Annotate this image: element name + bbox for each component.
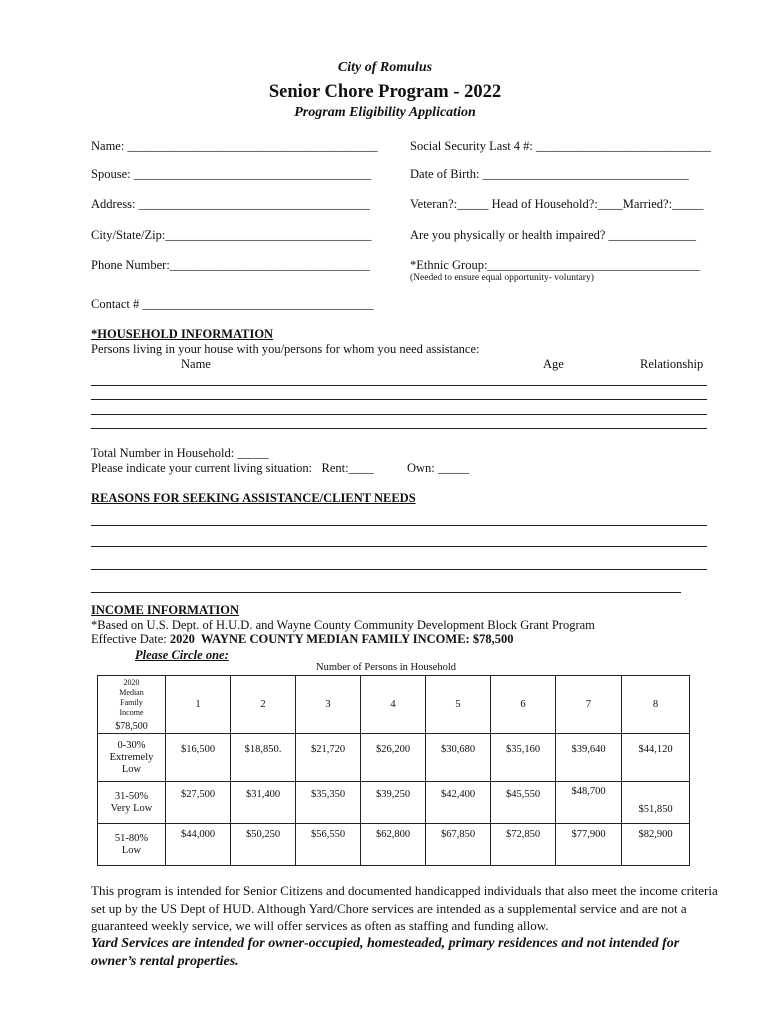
page-title: Senior Chore Program - 2022 (268, 82, 502, 102)
yard-services-notice: Yard Services are intended for owner-occupied, homesteaded, primary residences and not intended for owner’s rental properties. (91, 935, 680, 969)
income-cell[interactable]: $39,250 (361, 782, 426, 824)
program-description (91, 882, 721, 971)
page-subtitle: Program Eligibility Application (294, 105, 476, 120)
median-income-statement: 2020 WAYNE COUNTY MEDIAN FAMILY INCOME: $78,500 (169, 632, 514, 646)
reasons-heading: REASONS FOR SEEKING ASSISTANCE/CLIENT NEEDS (91, 491, 416, 505)
income-cell[interactable]: $77,900 (556, 824, 622, 866)
median-income-cell: 2020 Median Family Income $78,500 (98, 676, 166, 734)
impaired-field[interactable]: Are you physically or health impaired? ______________ (410, 228, 697, 242)
table-row[interactable] (98, 734, 690, 782)
household-line[interactable] (91, 428, 707, 429)
income-level-label: 51-80% Low (98, 824, 166, 866)
income-level-label: 0-30% Extremely Low (98, 734, 166, 782)
household-total-field[interactable]: Total Number in Household: _____ (91, 446, 269, 460)
reasons-line[interactable] (91, 546, 707, 547)
income-cell[interactable]: $45,550 (491, 782, 556, 824)
household-line[interactable] (91, 399, 707, 400)
household-col-name: Name (181, 357, 211, 371)
ethnic-group-field[interactable]: *Ethnic Group:__________________________________ (410, 258, 700, 272)
phone-field[interactable]: Phone Number:________________________________ (91, 258, 370, 272)
income-cell[interactable]: $56,550 (296, 824, 361, 866)
ssn-field[interactable]: Social Security Last 4 #: ____________________________ (410, 139, 712, 153)
income-basis: *Based on U.S. Dept. of H.U.D. and Wayne County Community Development Block Grant Program (91, 618, 595, 632)
city-state-zip-field[interactable]: City/State/Zip:_________________________________ (91, 228, 372, 242)
income-cell[interactable]: $51,850 (622, 782, 690, 824)
ethnic-group-note: (Needed to ensure equal opportunity- voluntary) (410, 273, 594, 283)
reasons-line[interactable] (91, 569, 707, 570)
household-line[interactable] (91, 385, 707, 386)
income-heading: INCOME INFORMATION (91, 603, 240, 617)
income-cell[interactable]: $30,680 (426, 734, 491, 782)
living-situation-rent-field[interactable]: Please indicate your current living situation: Rent:____ (91, 461, 374, 475)
persons-header: 8 (622, 676, 690, 734)
reasons-line[interactable] (91, 525, 707, 526)
income-cell[interactable]: $39,640 (556, 734, 622, 782)
income-cell[interactable]: $16,500 (166, 734, 231, 782)
income-cell[interactable]: $48,700 (556, 782, 622, 824)
income-cell[interactable]: $27,500 (166, 782, 231, 824)
address-field[interactable]: Address: _____________________________________ (91, 197, 370, 211)
circle-instruction: Please Circle one: (135, 648, 229, 662)
income-cell[interactable]: $44,120 (622, 734, 690, 782)
table-header-row (98, 676, 690, 734)
household-heading: *HOUSEHOLD INFORMATION (91, 327, 274, 341)
income-cell[interactable]: $35,160 (491, 734, 556, 782)
table-caption: Number of Persons in Household (316, 662, 456, 673)
effective-date (91, 632, 513, 647)
income-cell[interactable]: $67,850 (426, 824, 491, 866)
income-cell[interactable]: $42,400 (426, 782, 491, 824)
income-cell[interactable]: $62,800 (361, 824, 426, 866)
dob-field[interactable]: Date of Birth: _________________________________ (410, 167, 689, 181)
program-description-text: This program is intended for Senior Citizens and documented handicapped individuals that also meet the income criteria set up by the US Dept of HUD. Although Yard/Chore services are intended as a supplemental service and are not a guaranteed weekly service, we will offer services as often as staffing and funding allow. (91, 883, 718, 933)
persons-header: 1 (166, 676, 231, 734)
income-cell[interactable]: $72,850 (491, 824, 556, 866)
table-row[interactable] (98, 782, 690, 824)
income-cell[interactable]: $35,350 (296, 782, 361, 824)
income-cell[interactable]: $21,720 (296, 734, 361, 782)
income-cell[interactable]: $18,850. (231, 734, 296, 782)
persons-header: 2 (231, 676, 296, 734)
household-line[interactable] (91, 414, 707, 415)
persons-header: 6 (491, 676, 556, 734)
household-col-age: Age (543, 357, 564, 371)
spouse-field[interactable]: Spouse: ______________________________________ (91, 167, 372, 181)
income-cell[interactable]: $50,250 (231, 824, 296, 866)
name-field[interactable]: Name: ________________________________________ (91, 139, 378, 153)
table-row[interactable] (98, 824, 690, 866)
household-col-relationship: Relationship (640, 357, 704, 371)
income-cell[interactable]: $31,400 (231, 782, 296, 824)
income-cell[interactable]: $82,900 (622, 824, 690, 866)
persons-header: 3 (296, 676, 361, 734)
income-table (97, 675, 690, 866)
veteran-household-married-field[interactable]: Veteran?:_____ Head of Household?:____Married?:_____ (410, 197, 704, 211)
effective-date-label: Effective Date: (91, 632, 170, 646)
persons-header: 5 (426, 676, 491, 734)
household-intro: Persons living in your house with you/persons for whom you need assistance: (91, 342, 480, 356)
persons-header: 7 (556, 676, 622, 734)
reasons-line[interactable] (91, 592, 681, 593)
income-level-label: 31-50% Very Low (98, 782, 166, 824)
income-cell[interactable]: $26,200 (361, 734, 426, 782)
persons-header: 4 (361, 676, 426, 734)
contact-field[interactable]: Contact # _____________________________________ (91, 297, 374, 311)
city-name: City of Romulus (337, 60, 433, 75)
income-cell[interactable]: $44,000 (166, 824, 231, 866)
living-situation-own-field[interactable]: Own: _____ (407, 461, 470, 475)
